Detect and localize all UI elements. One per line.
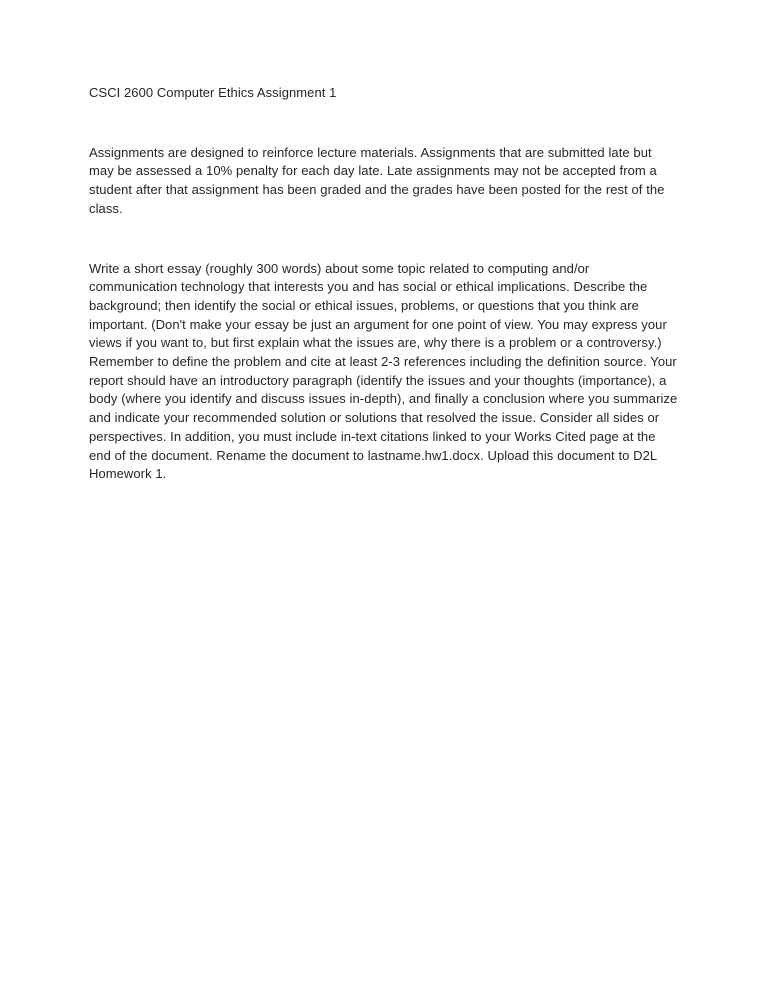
paragraph-essay-instructions: Write a short essay (roughly 300 words) about some topic related to computing and/or communication technology that interests you and has social or ethical implications. Describe the background; then identify the social or ethical issues, problems, or questions that you think are important. (Don't make your essay be just an argument for one point of view. You may express your views if you want to, but first explain what the issues are, why there is a problem or a controversy.) Remember to define the problem and cite at least 2-3 references including the definition source. Your report should have an introductory paragraph (identify the issues and your thoughts (importance), a body (where you identify and discuss issues in-depth), and finally a conclusion where you summarize and indicate your recommended solution or solutions that resolved the issue. Consider all sides or perspectives. In addition, you must include in-text citations linked to your Works Cited page at the end of the document. Rename the document to lastname.hw1.docx. Upload this document to D2L Homework 1. <box>89 260 678 482</box>
title-paragraph-spacer <box>89 103 681 144</box>
document-text-column <box>89 84 681 484</box>
paragraph-late-policy: Assignments are designed to reinforce lecture materials. Assignments that are submitted late but may be assessed a 10% penalty for each day late. Late assignments may not be accepted from a student after that assignment has been graded and the grades have been posted for the rest of the class. <box>89 144 665 216</box>
paragraph-spacer <box>89 219 681 260</box>
document-title: CSCI 2600 Computer Ethics Assignment 1 <box>89 85 337 100</box>
